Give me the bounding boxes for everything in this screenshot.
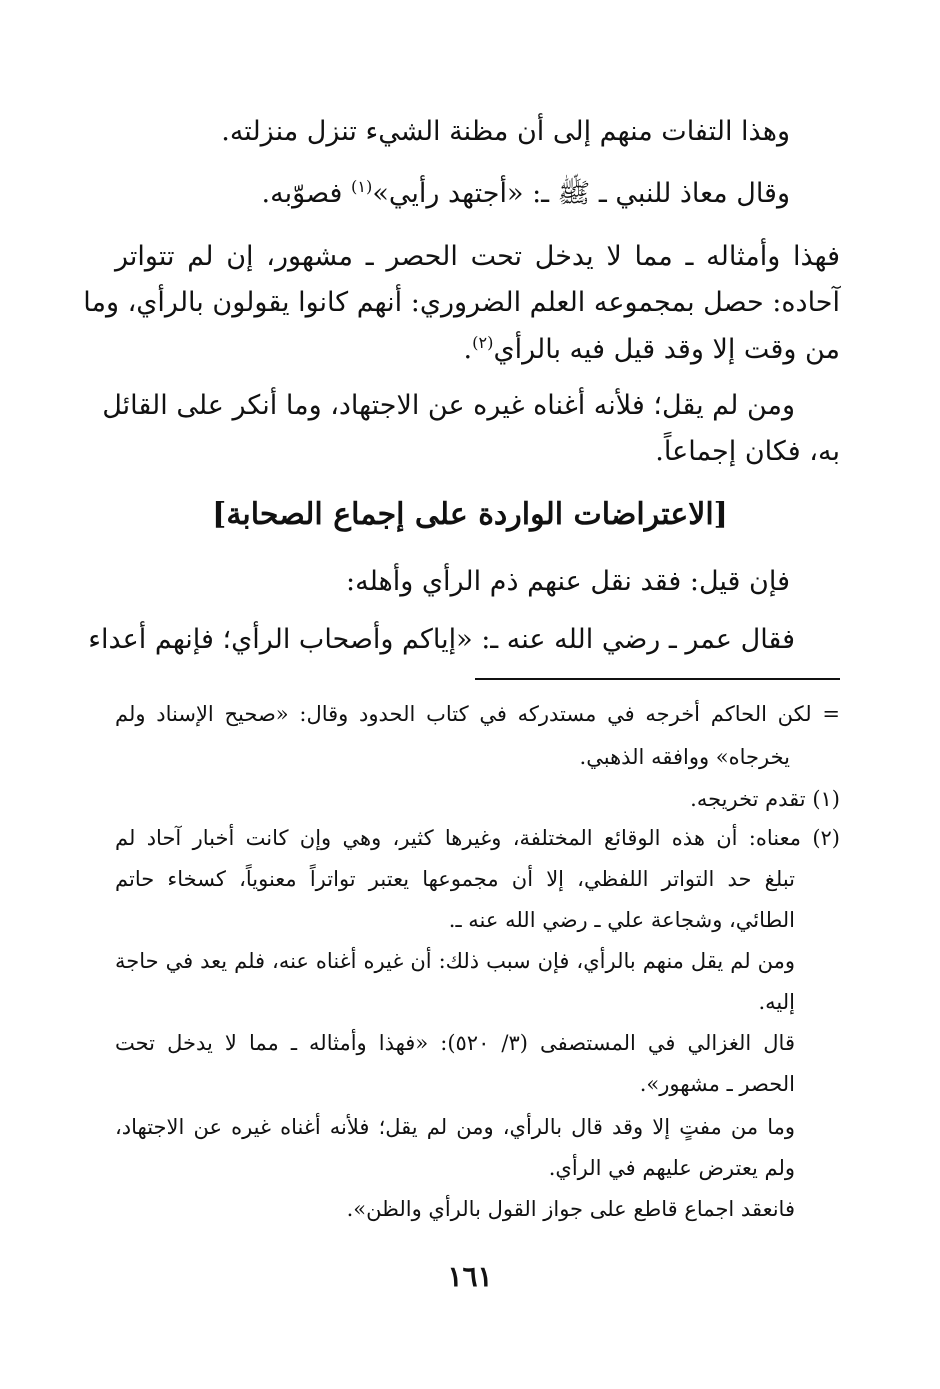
footnote-line: ومن لم يقل منهم بالرأي، فإن سبب ذلك: أن غيره أغناه عنه، فلم يعد في حاجة	[115, 949, 795, 973]
body-line: فإن قيل: فقد نقل عنهم ذم الرأي وأهله:	[346, 566, 790, 597]
footnote-line: (٢) معناه: أن هذه الوقائع المختلفة، وغيرها كثير، وهي وإن كانت أخبار آحاد لم	[115, 826, 840, 850]
footnote-separator	[475, 678, 840, 680]
footnote-line: قال الغزالي في المستصفى (٣/ ٥٢٠): «فهذا وأمثاله ـ مما لا يدخل تحت	[115, 1031, 795, 1055]
section-heading: [الاعتراضات الواردة على إجماع الصحابة]	[212, 497, 728, 532]
body-line: آحاده: حصل بمجموعه العلم الضروري: أنهم كانوا يقولون بالرأي، وما	[83, 287, 840, 318]
footnote-line: الطائي، وشجاعة علي ـ رضي الله عنه ـ.	[448, 908, 795, 932]
body-line: فقال عمر ـ رضي الله عنه ـ: «إياكم وأصحاب الرأي؛ فإنهم أعداء	[88, 624, 795, 655]
body-line: به، فكان إجماعاً.	[655, 436, 840, 467]
quote-text: وقال معاذ للنبي ـ ﷺ ـ: «أجتهد رأيي»	[372, 178, 790, 209]
page-number: ١٦١	[447, 1260, 493, 1293]
body-line	[300, 330, 840, 370]
body-line: وهذا التفات منهم إلى أن مظنة الشيء تنزل منزلته.	[221, 116, 790, 147]
footnote-line: وما من مفتٍ إلا وقد قال بالرأي، ومن لم يقل؛ فلأنه أغناه غيره عن الاجتهاد،	[115, 1115, 795, 1139]
body-text: من وقت إلا وقد قيل فيه بالرأي	[493, 334, 840, 365]
body-line: ومن لم يقل؛ فلأنه أغناه غيره عن الاجتهاد، وما أنكر على القائل	[102, 390, 795, 421]
footnote-line: = لكن الحاكم أخرجه في مستدركه في كتاب الحدود وقال: «صحيح الإسناد ولم	[115, 702, 840, 726]
footnote-line: فانعقد اجماع قاطع على جواز القول بالرأي والظن».	[346, 1197, 795, 1221]
footnote-ref: (٢)	[472, 333, 494, 352]
footnote-ref: (١)	[350, 177, 373, 196]
footnote-line: ولم يعترض عليهم في الرأي.	[548, 1156, 795, 1180]
body-text: فصوّبه.	[261, 178, 351, 209]
footnote-line: إليه.	[758, 990, 795, 1014]
body-line: فهذا وأمثاله ـ مما لا يدخل تحت الحصر ـ مشهور، إن لم تتواتر	[115, 241, 840, 272]
footnote-line: تبلغ حد التواتر اللفظي، إلا أن مجموعها يعتبر تواتراً معنوياً، كسخاء حاتم	[115, 867, 795, 891]
footnote-line: يخرجاه» ووافقه الذهبي.	[579, 745, 790, 769]
footnote-line: (١) تقدم تخريجه.	[690, 787, 840, 811]
footnote-line: الحصر ـ مشهور».	[639, 1072, 795, 1096]
body-line	[150, 174, 790, 214]
body-text: .	[463, 334, 473, 365]
